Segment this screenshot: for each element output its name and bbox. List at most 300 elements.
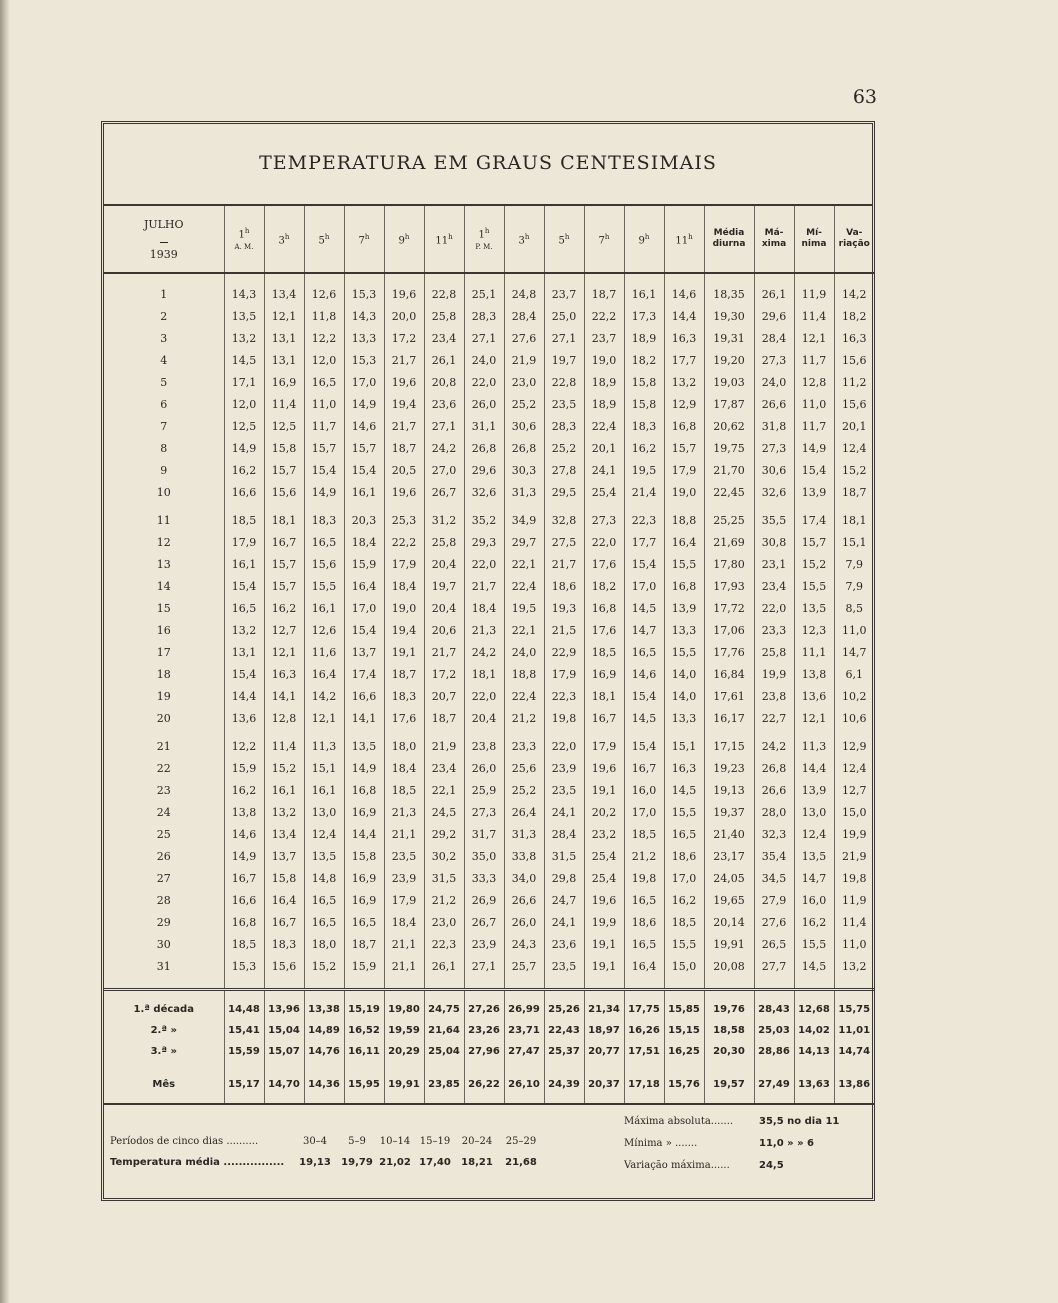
table-cell: 14,0 [664,664,704,686]
table-row [104,708,874,730]
table-cell: 24,2 [424,438,464,460]
page-number: 63 [852,86,877,108]
table-cell: 19,6 [584,890,624,912]
table-cell: 15,3 [344,284,384,306]
row-label: 21 [156,740,171,753]
table-cell: 15,6 [304,554,344,576]
table-cell: 19,59 [384,1020,424,1041]
table-cell: 27,96 [464,1041,504,1062]
table-cell: 22,9 [544,642,584,664]
title-box [104,124,872,206]
table-cell: 17,1 [224,372,264,394]
table-cell: 16,5 [624,642,664,664]
table-cell: 13,3 [664,620,704,642]
table-cell: 17,9 [544,664,584,686]
table-cell: 19,9 [754,664,794,686]
table-cell: 12,9 [834,730,874,758]
table-cell: 17,9 [584,730,624,758]
table-cell: 11,0 [834,934,874,956]
table-cell: 28,86 [754,1041,794,1062]
table-cell: 12,1 [264,642,304,664]
table-cell: 18,5 [624,824,664,846]
table-cell: 12,8 [264,708,304,730]
row-label: 10 [156,486,171,499]
table-cell: 21,9 [424,730,464,758]
table-cell: 18,4 [384,576,424,598]
table-cell: 30,6 [754,460,794,482]
table-cell: 15,41 [224,1020,264,1041]
table-cell: 16,2 [224,460,264,482]
table-cell: 12,68 [794,990,834,1021]
table-cell: 12,0 [304,350,344,372]
table-cell: 26,7 [464,912,504,934]
table-cell: 27,1 [424,416,464,438]
row-label: 29 [156,916,171,929]
table-cell: 25,3 [384,504,424,532]
table-cell: 24,2 [464,642,504,664]
table-row [104,482,874,504]
table-cell: 30,3 [504,460,544,482]
table-cell: 28,4 [544,824,584,846]
table-cell: 17,06 [704,620,754,642]
table-cell: 15,5 [304,576,344,598]
period-range: 30–4 [302,1136,328,1147]
table-cell: 27,1 [464,956,504,978]
table-cell: 17,75 [624,990,664,1021]
table-cell: 12,3 [794,620,834,642]
row-label: 24 [156,806,171,819]
table-cell: 19,37 [704,802,754,824]
table-cell: 14,70 [264,1062,304,1104]
table-cell: 15,7 [794,532,834,554]
table-cell: 11,7 [794,350,834,372]
hour-header: 7$^h$ [584,206,624,273]
table-cell: 18,97 [584,1020,624,1041]
period-range: 5–9 [348,1136,366,1147]
table-cell: 26,1 [754,284,794,306]
table-cell: 17,9 [224,532,264,554]
table-cell: 11,8 [304,306,344,328]
footer-section [104,1102,874,1198]
table-row [104,328,874,350]
table-cell: 18,9 [584,372,624,394]
table-row [104,686,874,708]
periods-label: Períodos de cinco dias .......... [110,1136,259,1147]
table-cell: 13,6 [224,708,264,730]
table-cell: 18,2 [584,576,624,598]
table-cell: 20,6 [424,620,464,642]
table-cell: 20,4 [464,708,504,730]
table-cell: 21,5 [544,620,584,642]
table-cell: 20,37 [584,1062,624,1104]
table-cell: 14,1 [264,686,304,708]
table-cell: 21,3 [464,620,504,642]
table-cell: 21,7 [544,554,584,576]
table-cell: 25,8 [754,642,794,664]
maxima-header: Má- xima [754,206,794,273]
var-value: 24,5 [759,1160,784,1171]
table-cell: 16,9 [344,890,384,912]
table-cell: 22,0 [544,730,584,758]
table-cell: 17,6 [584,620,624,642]
table-cell: 17,0 [344,598,384,620]
table-cell: 26,99 [504,990,544,1021]
table-cell: 15,4 [794,460,834,482]
table-cell: 13,0 [304,802,344,824]
period-temp: 17,40 [419,1157,451,1168]
table-cell: 21,70 [704,460,754,482]
table-cell: 16,2 [794,912,834,934]
table-cell: 22,2 [384,532,424,554]
table-cell: 12,1 [794,708,834,730]
hour-header: 9$^h$ [384,206,424,273]
table-cell: 13,5 [344,730,384,758]
period-temp: 18,21 [461,1157,493,1168]
table-cell: 21,64 [424,1020,464,1041]
table-cell: 15,5 [664,642,704,664]
table-cell: 14,3 [224,284,264,306]
table-cell: 7,9 [834,576,874,598]
table-cell: 28,0 [754,802,794,824]
table-cell: 14,9 [344,758,384,780]
table-cell: 25,7 [504,956,544,978]
summary-row [104,990,874,1021]
row-label: 2.ª » [150,1025,177,1036]
table-cell: 23,4 [424,328,464,350]
table-cell: 13,9 [664,598,704,620]
table-cell: 21,7 [384,350,424,372]
table-cell: 11,6 [304,642,344,664]
table-cell: 14,9 [224,846,264,868]
table-cell: 17,76 [704,642,754,664]
table-cell: 24,3 [504,934,544,956]
table-frame [101,121,875,1201]
row-label: 9 [160,464,168,477]
table-cell: 19,1 [584,780,624,802]
table-cell: 14,13 [794,1041,834,1062]
table-cell: 11,4 [264,730,304,758]
table-cell: 13,2 [224,620,264,642]
table-cell: 16,6 [224,482,264,504]
table-cell: 26,0 [504,912,544,934]
table-cell: 15,4 [624,554,664,576]
table-cell: 16,5 [304,372,344,394]
table-cell: 22,0 [464,372,504,394]
table-cell: 19,8 [624,868,664,890]
table-cell: 16,17 [704,708,754,730]
table-cell: 22,0 [584,532,624,554]
table-row [104,846,874,868]
table-cell: 12,5 [264,416,304,438]
row-label: 15 [156,602,171,615]
table-cell: 33,8 [504,846,544,868]
table-cell: 27,3 [754,438,794,460]
table-cell: 11,7 [794,416,834,438]
table-cell: 21,1 [384,934,424,956]
table-cell: 15,4 [304,460,344,482]
table-cell: 19,1 [384,642,424,664]
table-cell: 14,9 [794,438,834,460]
table-cell: 27,1 [464,328,504,350]
table-row [104,532,874,554]
table-cell: 23,0 [504,372,544,394]
table-cell: 22,0 [754,598,794,620]
table-cell: 24,39 [544,1062,584,1104]
table-cell: 24,2 [754,730,794,758]
table-cell: 15,4 [344,620,384,642]
table-cell: 32,8 [544,504,584,532]
table-cell: 29,2 [424,824,464,846]
table-cell: 15,8 [624,372,664,394]
table-cell: 11,3 [794,730,834,758]
row-label: 14 [156,580,171,593]
table-cell: 18,7 [424,708,464,730]
table-cell: 13,96 [264,990,304,1021]
table-cell: 13,3 [344,328,384,350]
table-cell: 14,1 [344,708,384,730]
table-cell: 15,0 [834,802,874,824]
table-cell: 35,4 [754,846,794,868]
table-cell: 21,2 [624,846,664,868]
table-row [104,394,874,416]
table-cell: 29,5 [544,482,584,504]
table-cell: 20,1 [584,438,624,460]
table-cell: 17,7 [624,532,664,554]
table-cell: 14,89 [304,1020,344,1041]
table-cell: 20,08 [704,956,754,978]
table-cell: 16,4 [304,664,344,686]
table-cell: 13,0 [794,802,834,824]
table-cell: 22,0 [464,554,504,576]
table-cell: 14,2 [304,686,344,708]
table-cell: 15,4 [624,730,664,758]
table-cell: 12,1 [794,328,834,350]
table-cell: 28,3 [544,416,584,438]
table-cell: 25,26 [544,990,584,1021]
table-cell: 11,1 [794,642,834,664]
table-cell: 14,6 [344,416,384,438]
table-cell: 15,2 [264,758,304,780]
table-cell: 22,1 [504,620,544,642]
minima-header: Mí- nima [794,206,834,273]
table-cell: 14,7 [794,868,834,890]
table-cell: 11,4 [794,306,834,328]
table-cell: 15,04 [264,1020,304,1041]
table-cell: 23,8 [754,686,794,708]
table-cell: 28,4 [754,328,794,350]
table-cell: 20,4 [424,598,464,620]
table-cell: 34,5 [754,868,794,890]
hour-header: 11$^h$ [424,206,464,273]
table-cell: 13,4 [264,824,304,846]
table-cell: 20,3 [344,504,384,532]
period-range: 15–19 [419,1136,451,1147]
table-cell: 20,29 [384,1041,424,1062]
row-label: 7 [160,420,168,433]
table-cell: 17,15 [704,730,754,758]
table-cell: 16,1 [304,598,344,620]
table-cell: 7,9 [834,554,874,576]
table-cell: 19,91 [704,934,754,956]
table-cell: 13,6 [794,686,834,708]
min-value: 11,0 » » 6 [759,1138,814,1149]
table-cell: 24,1 [584,460,624,482]
table-cell: 18,5 [224,504,264,532]
table-cell: 27,0 [424,460,464,482]
row-label: 18 [156,668,171,681]
table-cell: 22,7 [754,708,794,730]
table-cell: 14,4 [794,758,834,780]
page-title: TEMPERATURA EM GRAUS CENTESIMAIS [259,152,717,174]
row-label: 26 [156,850,171,863]
table-cell: 16,7 [224,868,264,890]
table-cell: 13,5 [224,306,264,328]
table-row [104,780,874,802]
table-cell: 23,2 [584,824,624,846]
table-cell: 16,8 [344,780,384,802]
table-cell: 17,72 [704,598,754,620]
table-cell: 16,84 [704,664,754,686]
table-cell: 17,9 [384,890,424,912]
table-cell: 17,7 [664,350,704,372]
table-cell: 13,8 [794,664,834,686]
table-cell: 23,4 [424,758,464,780]
table-row [104,438,874,460]
table-cell: 13,8 [224,802,264,824]
hour-header: 1$^h$ P. M. [464,206,504,273]
table-cell: 11,0 [834,620,874,642]
row-label: 1.ª década [104,990,224,1021]
table-cell: 18,7 [384,664,424,686]
table-cell: 21,7 [384,416,424,438]
max-abs-value: 35,5 no dia 11 [759,1116,840,1127]
table-cell: 16,5 [624,890,664,912]
table-cell: 25,1 [464,284,504,306]
table-cell: 23,3 [504,730,544,758]
table-cell: 25,9 [464,780,504,802]
table-cell: 19,75 [704,438,754,460]
table-cell: 18,4 [344,532,384,554]
table-cell: 12,8 [794,372,834,394]
table-cell: 22,4 [504,686,544,708]
table-cell: 12,1 [264,306,304,328]
table-cell: 21,40 [704,824,754,846]
table-cell: 17,4 [344,664,384,686]
table-cell: 15,5 [664,554,704,576]
period-temp: 21,02 [379,1157,411,1168]
table-cell: 24,8 [504,284,544,306]
table-cell: 31,3 [504,482,544,504]
table-cell: 27,9 [754,890,794,912]
summary-row [104,1020,874,1041]
table-cell: 13,86 [834,1062,874,1104]
table-cell: 18,4 [464,598,504,620]
table-cell: 23,5 [544,394,584,416]
row-label: 2 [160,310,168,323]
table-cell: 15,5 [794,576,834,598]
table-cell: 28,43 [754,990,794,1021]
table-cell: 13,9 [794,482,834,504]
table-cell: 15,7 [264,460,304,482]
table-cell: 19,9 [584,912,624,934]
table-cell: 25,4 [584,868,624,890]
table-cell: 17,9 [664,460,704,482]
table-cell: 16,11 [344,1041,384,1062]
table-row [104,620,874,642]
table-cell: 18,3 [384,686,424,708]
table-cell: 16,5 [224,598,264,620]
period-temp: 19,79 [341,1157,373,1168]
table-cell: 26,9 [464,890,504,912]
table-cell: 20,77 [584,1041,624,1062]
table-cell: 21,2 [424,890,464,912]
table-cell: 19,0 [584,350,624,372]
table-cell: 14,7 [834,642,874,664]
table-cell: 16,4 [264,890,304,912]
period-temp: 21,68 [505,1157,537,1168]
row-label: 31 [156,960,171,973]
table-cell: 18,8 [504,664,544,686]
table-cell: 35,2 [464,504,504,532]
table-cell: 23,9 [384,868,424,890]
table-row [104,868,874,890]
table-row [104,372,874,394]
table-cell: 8,5 [834,598,874,620]
row-label: 11 [156,514,171,527]
table-cell: 21,69 [704,532,754,554]
table-cell: 26,5 [754,934,794,956]
max-abs-label: Máxima absoluta....... [624,1116,734,1127]
table-cell: 20,5 [384,460,424,482]
table-cell: 14,5 [624,708,664,730]
table-cell: 15,7 [264,576,304,598]
table-cell: 26,10 [504,1062,544,1104]
table-cell: 17,18 [624,1062,664,1104]
table-cell: 10,2 [834,686,874,708]
table-row [104,576,874,598]
row-label: 12 [156,536,171,549]
table-cell: 15,76 [664,1062,704,1104]
table-cell: 16,5 [304,532,344,554]
table-cell: 16,0 [624,780,664,802]
table-cell: 12,4 [794,824,834,846]
table-cell: 16,5 [304,912,344,934]
table-cell: 23,17 [704,846,754,868]
table-cell: 20,2 [584,802,624,824]
table-cell: 15,7 [344,438,384,460]
hour-header: 9$^h$ [624,206,664,273]
table-cell: 29,3 [464,532,504,554]
table-cell: 25,4 [584,482,624,504]
table-cell: 17,9 [384,554,424,576]
table-cell: 21,34 [584,990,624,1021]
table-cell: 19,1 [584,934,624,956]
table-cell: 11,9 [794,284,834,306]
book-spine-shadow [0,0,10,1303]
table-cell: 14,5 [224,350,264,372]
table-cell: 17,0 [664,868,704,890]
table-cell: 13,2 [264,802,304,824]
table-cell: 18,2 [624,350,664,372]
table-cell: 13,38 [304,990,344,1021]
table-cell: 19,65 [704,890,754,912]
year-label: 1939 [149,247,178,261]
table-cell: 15,4 [224,576,264,598]
table-row [104,460,874,482]
table-cell: 25,37 [544,1041,584,1062]
table-cell: 26,7 [424,482,464,504]
table-cell: 12,1 [304,708,344,730]
